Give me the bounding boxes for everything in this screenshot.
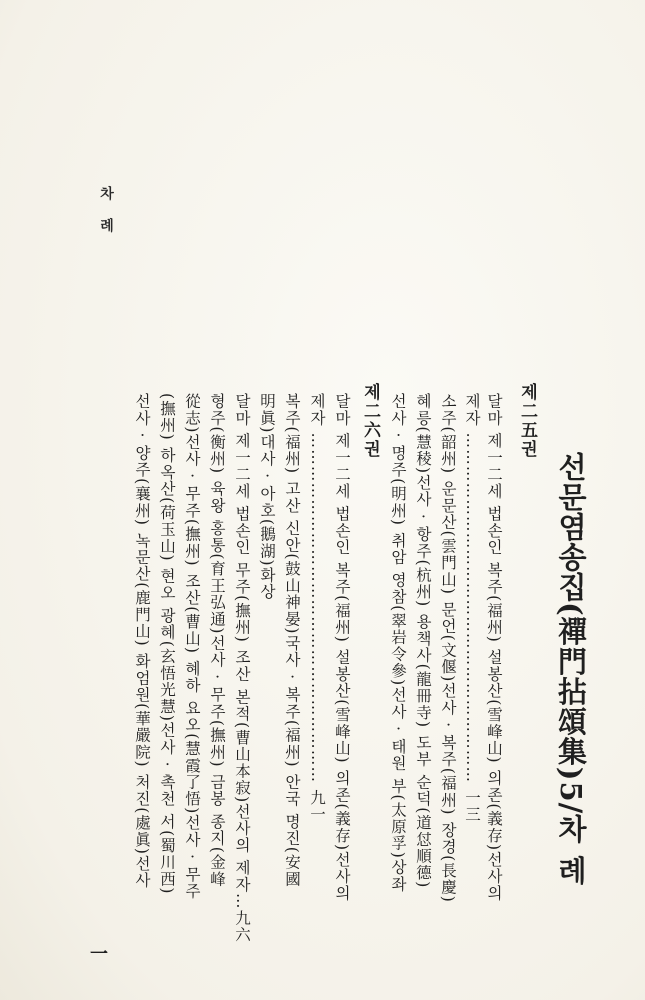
page-title: 선문염송집(禪門拈頌集)5/차 례 (554, 452, 588, 886)
toc-line: 달마 제一二세 법손인 복주(福州) 설봉산(雪峰山) 의존(義存)선사의 (333, 393, 351, 902)
toc-line: 선사 · 양주(襄州) 녹문산(鹿門山) 화엄원(華嚴院) 처진(處眞)선사 (133, 393, 151, 889)
toc-line: (撫州) 하옥산(荷玉山) 현오 광혜(玄悟光慧)선사 · 촉천 서(蜀川西) (158, 393, 176, 895)
toc-line: 明眞)대사 · 아호(鵝湖)화상 (258, 393, 276, 601)
toc-line: 제자 ……………………………………………………… 一三 (463, 393, 481, 823)
toc-line: 선사 · 명주(明州) 취암 영참(翠岩令參)선사 · 태원 부(太原孚)상좌 (389, 393, 407, 893)
volume-heading-25: 제二五권 (517, 383, 537, 459)
volume-heading-26: 제二六권 (360, 383, 380, 459)
toc-line: 복주(福州) 고산 신안(鼓山神晏)국사 · 복주(福州) 안국 명진(安國 (283, 393, 301, 888)
toc-line: 제자 ……………………………………………………… 九一 (308, 393, 326, 823)
running-header: 차례 (98, 186, 114, 250)
toc-line: 從志)선사 · 무주(撫州) 조산(曹山) 혜하 요오(慧霞了悟)선사 · 무주 (183, 393, 201, 900)
toc-line: 달마 제一二세 법손인 복주(福州) 설봉산(雪峰山) 의존(義存)선사의 (485, 393, 503, 902)
toc-line: 달마 제一二세 법손인 무주(撫州) 조산 본적(曹山本寂)선사의 제자…九六 (233, 393, 251, 944)
page-number: 一 (90, 944, 108, 965)
toc-line: 형주(衡州) 육왕 홍통(育王弘通)선사 · 무주(撫州) 금봉 종지(金峰 (208, 393, 226, 888)
toc-line: 소주(韶州) 운문산(雲門山) 문언(文偃)선사 · 복주(福州) 장경(長慶) (439, 393, 457, 904)
toc-line: 혜릉(慧稜)선사 · 항주(杭州) 용책사(龍冊寺) 도부 순덕(道怤順德) (414, 393, 432, 889)
